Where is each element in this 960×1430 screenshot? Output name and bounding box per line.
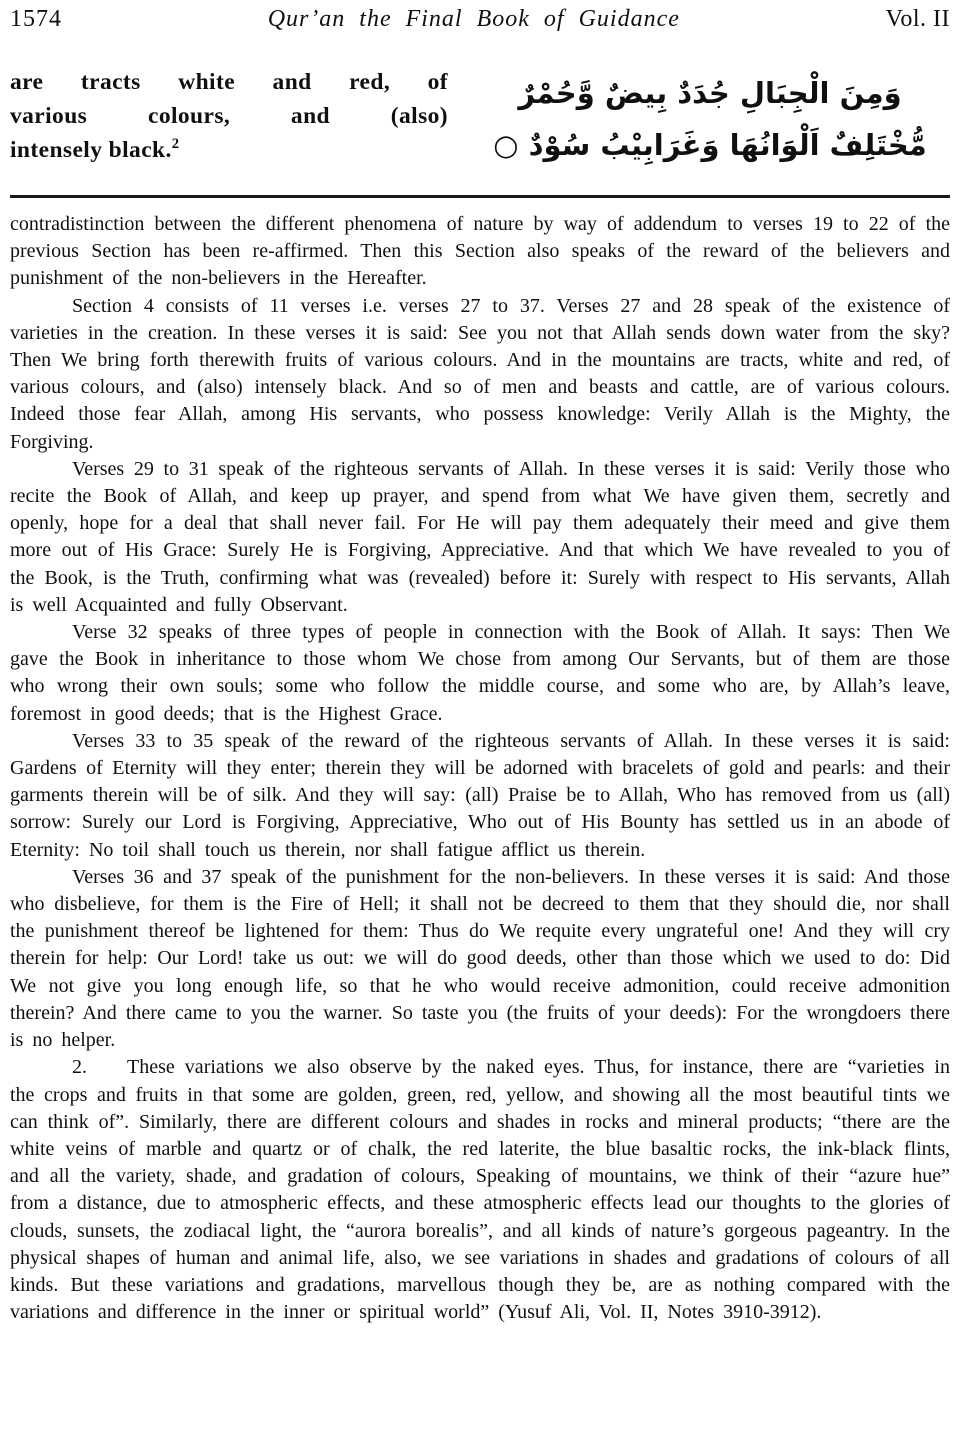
footnote-marker: 2 bbox=[171, 136, 180, 153]
section-divider bbox=[10, 195, 950, 198]
translation-line-text: intensely black. bbox=[10, 137, 172, 163]
verse-section bbox=[10, 65, 950, 171]
paragraph: Verses 29 to 31 speak of the righteous servants of Allah. In these verses it is said: Verily those who recite the Book of Allah, and keep up prayer, and spend from what We have given them, secretly and openly, hope for a deal that shall never fail. For He will pay them adequately their meed and give them more out of His Grace: Surely He is Forgiving, Appreciative. And that which We have revealed to you of the Book, is the Truth, confirming what was (revealed) before it: Surely with respect to His servants, Allah is well Acquainted and fully Observant. bbox=[10, 457, 950, 616]
arabic-line: مُّخْتَلِفٌ اَلْوَانُهَا وَغَرَابِيْبُ سُوْدٌ ○ bbox=[493, 128, 927, 162]
translation-line bbox=[10, 133, 448, 167]
paragraph: Verse 32 speaks of three types of people in connection with the Book of Allah. It says: Then We gave the Book in inheritance to those whom We chose from among Our Servants, but of them are those who wrong their own souls; some who follow the middle course, and some who are, by Allah’s leave, foremost in good deeds; that is the Highest Grace. bbox=[10, 621, 950, 725]
page-header bbox=[10, 4, 950, 33]
paragraph: Section 4 consists of 11 verses i.e. verses 27 to 37. Verses 27 and 28 speak of the existence of varieties in the creation. In these verses it is said: See you not that Allah sends down water from the sky? Then We bring forth therewith fruits of various colours. And in the mountains are tracts, white and red, of various colours, and (also) intensely black. And so of men and beasts and cattle, are of various colours. Indeed those fear Allah, among His servants, who possess knowledge: Verily Allah is the Mighty, the Forgiving. bbox=[10, 294, 950, 453]
volume-label: Vol. II bbox=[885, 6, 950, 32]
arabic-verse bbox=[470, 65, 950, 171]
arabic-line: وَمِنَ الْجِبَالِ جُدَدٌ بِيضٌ وَّحُمْرٌ bbox=[518, 76, 902, 110]
verse-translation bbox=[10, 65, 448, 167]
paragraph: Verses 36 and 37 speak of the punishment for the non-believers. In these verses it is said: And those who disbelieve, for them is the Fire of Hell; it shall not be decreed to them that they should die, nor shall the punishment thereof be lightened for them: Thus do We requite every ungrateful one! And they will cry therein for help: Our Lord! take us out: we will do good deeds, other than those which we used to do: Did We not give you long enough life, so that he who would receive admonition, could receive admonition therein? And there came to you the warner. So taste you (the fruits of your deeds): For the wrongdoers there is no helper. bbox=[10, 865, 950, 1052]
paragraph-footnote: 2. These variations we also observe by the naked eyes. Thus, for instance, there are “varieties in the crops and fruits in that some are golden, green, red, yellow, and showing all the most beautiful tints we can think of”. Similarly, there are different colours and shades in rocks and mineral products; “there are the white veins of marble and quartz or of chalk, the red laterite, the blue basaltic rocks, the ink-black flints, and all the variety, shade, and gradation of colours, Speaking of mountains, we think of their “azure hue” from a distance, due to atmospheric effects, and these atmospheric effects lead our thoughts to the glories of clouds, sunsets, the zodiacal light, the “aurora borealis”, and all kinds of nature’s gorgeous pageantry. In the physical shapes of human and animal life, also, we see variations in shades and gradations of colours of all kinds. But these variations and gradations, marvellous though they be, are as nothing compared with the variations and difference in the inner or spiritual world” (Yusuf Ali, Vol. II, Notes 3910-3912). bbox=[10, 1056, 950, 1324]
paragraph: Verses 33 to 35 speak of the reward of the righteous servants of Allah. In these verses it is said: Gardens of Eternity will they enter; therein they will be adorned with bracelets of gold and pearls: and their garments therein will be of silk. And they will say: (all) Praise be to Allah, Who has removed from us (all) sorrow: Surely our Lord is Forgiving, Appreciative, Who out of His Bounty has settled us in an abode of Eternity: No toil shall touch us therein, nor shall fatigue afflict us therein. bbox=[10, 729, 950, 861]
page-number: 1574 bbox=[10, 6, 62, 32]
translation-line: are tracts white and red, of bbox=[10, 69, 448, 95]
translation-line: various colours, and (also) bbox=[10, 103, 448, 129]
commentary-text bbox=[10, 211, 950, 1326]
paragraph: contradistinction between the different phenomena of nature by way of addendum to verses 19 to 22 of the previous Section has been re-affirmed. Then this Section also speaks of the reward of the believers and punishment of the non-believers in the Hereafter. bbox=[10, 213, 950, 290]
page-title: Qur’an the Final Book of Guidance bbox=[267, 6, 680, 32]
